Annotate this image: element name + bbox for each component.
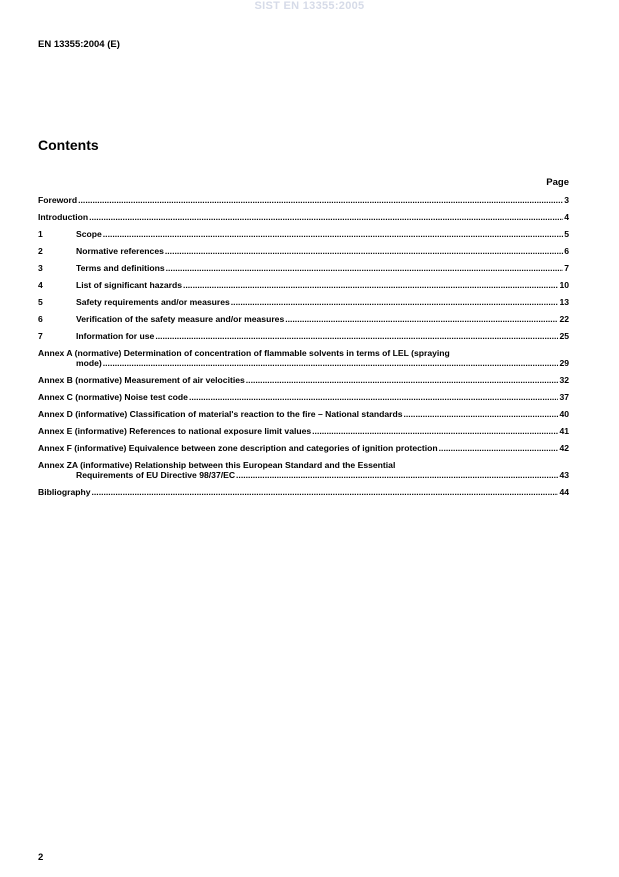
toc-entry-page: 22	[559, 314, 569, 324]
page-number: 2	[38, 852, 44, 863]
toc-entry-page: 41	[559, 426, 569, 436]
toc-entry-page: 6	[564, 246, 569, 256]
toc-entry-title: Annex B (normative) Measurement of air velocities	[38, 375, 245, 385]
dot-leader	[166, 263, 564, 273]
page-column-label: Page	[546, 177, 569, 188]
toc-entry-title: Bibliography	[38, 487, 91, 497]
toc-entry-title: Annex C (normative) Noise test code	[38, 392, 188, 402]
toc-entry-page: 5	[564, 229, 569, 239]
toc-entry-information-for-use[interactable]	[38, 331, 569, 341]
toc-entry-number: 3	[38, 263, 43, 273]
toc-entry-title-line1: Annex A (normative) Determination of concentration of flammable solvents in terms of LEL (spraying	[38, 348, 450, 358]
dot-leader	[165, 246, 563, 256]
toc-entry-annex-a[interactable]	[38, 348, 569, 368]
toc-entry-page: 13	[559, 297, 569, 307]
toc-entry-title: Terms and definitions	[76, 263, 165, 273]
dot-leader	[183, 280, 558, 290]
toc-entry-page: 29	[559, 358, 569, 368]
toc-entry-annex-e[interactable]	[38, 426, 569, 436]
dot-leader	[78, 195, 563, 205]
toc-entry-page: 43	[559, 470, 569, 480]
document-header: EN 13355:2004 (E)	[38, 39, 120, 50]
toc-entry-annex-za[interactable]	[38, 460, 569, 480]
dot-leader	[155, 331, 558, 341]
toc-entry-page: 42	[559, 443, 569, 453]
dot-leader	[285, 314, 558, 324]
toc-entry-number: 1	[38, 229, 43, 239]
toc-entry-title: Normative references	[76, 246, 164, 256]
dot-leader	[92, 487, 559, 497]
toc-entry-title: Verification of the safety measure and/or measures	[76, 314, 285, 324]
toc-entry-number: 4	[38, 280, 43, 290]
toc-entry-annex-d[interactable]	[38, 409, 569, 419]
toc-entry-annex-b[interactable]	[38, 375, 569, 385]
dot-leader	[246, 375, 559, 385]
dot-leader	[312, 426, 558, 436]
toc-entry-page: 3	[564, 195, 569, 205]
toc-entry-title-line1: Annex ZA (informative) Relationship between this European Standard and the Essential	[38, 460, 396, 470]
toc-entry-title: Annex D (informative) Classification of material's reaction to the fire – National standards	[38, 409, 403, 419]
toc-entry-verification[interactable]	[38, 314, 569, 324]
toc-entry-title-line2: mode)	[76, 358, 102, 368]
dot-leader	[103, 358, 559, 368]
dot-leader	[404, 409, 559, 419]
contents-title: Contents	[38, 137, 99, 153]
toc-entry-page: 37	[559, 392, 569, 402]
toc-entry-title: List of significant hazards	[76, 280, 183, 290]
dot-leader	[103, 229, 563, 239]
toc-entry-annex-f[interactable]	[38, 443, 569, 453]
toc-entry-scope[interactable]	[38, 229, 569, 239]
toc-entry-bibliography[interactable]	[38, 487, 569, 497]
toc-entry-number: 5	[38, 297, 43, 307]
toc-entry-number: 6	[38, 314, 43, 324]
toc-entry-page: 4	[564, 212, 569, 222]
toc-entry-foreword[interactable]	[38, 195, 569, 205]
dot-leader	[236, 470, 558, 480]
toc-entry-title: Safety requirements and/or measures	[76, 297, 230, 307]
toc-entry-number: 7	[38, 331, 43, 341]
toc-entry-annex-c[interactable]	[38, 392, 569, 402]
dot-leader	[231, 297, 559, 307]
toc-entry-title: Annex E (informative) References to national exposure limit values	[38, 426, 312, 436]
dot-leader	[189, 392, 558, 402]
dot-leader	[89, 212, 563, 222]
toc-entry-safety-requirements[interactable]	[38, 297, 569, 307]
watermark: SIST EN 13355:2005	[254, 0, 365, 12]
toc-entry-terms-and-definitions[interactable]	[38, 263, 569, 273]
toc-entry-title: Annex F (informative) Equivalence between zone description and categories of ignition protection	[38, 443, 438, 453]
toc-entry-page: 10	[559, 280, 569, 290]
toc-entry-page: 32	[559, 375, 569, 385]
toc-entry-title: Introduction	[38, 212, 89, 222]
toc-entry-introduction[interactable]	[38, 212, 569, 222]
toc-entry-title-line2: Requirements of EU Directive 98/37/EC	[76, 470, 236, 480]
toc-entry-title: Scope	[76, 229, 102, 239]
toc-entry-page: 25	[559, 331, 569, 341]
toc-entry-title: Information for use	[76, 331, 155, 341]
dot-leader	[439, 443, 559, 453]
toc-entry-normative-references[interactable]	[38, 246, 569, 256]
toc-entry-significant-hazards[interactable]	[38, 280, 569, 290]
table-of-contents	[38, 195, 569, 504]
toc-entry-page: 7	[564, 263, 569, 273]
toc-entry-title: Foreword	[38, 195, 78, 205]
toc-entry-number: 2	[38, 246, 43, 256]
toc-entry-page: 44	[559, 487, 569, 497]
toc-entry-page: 40	[559, 409, 569, 419]
